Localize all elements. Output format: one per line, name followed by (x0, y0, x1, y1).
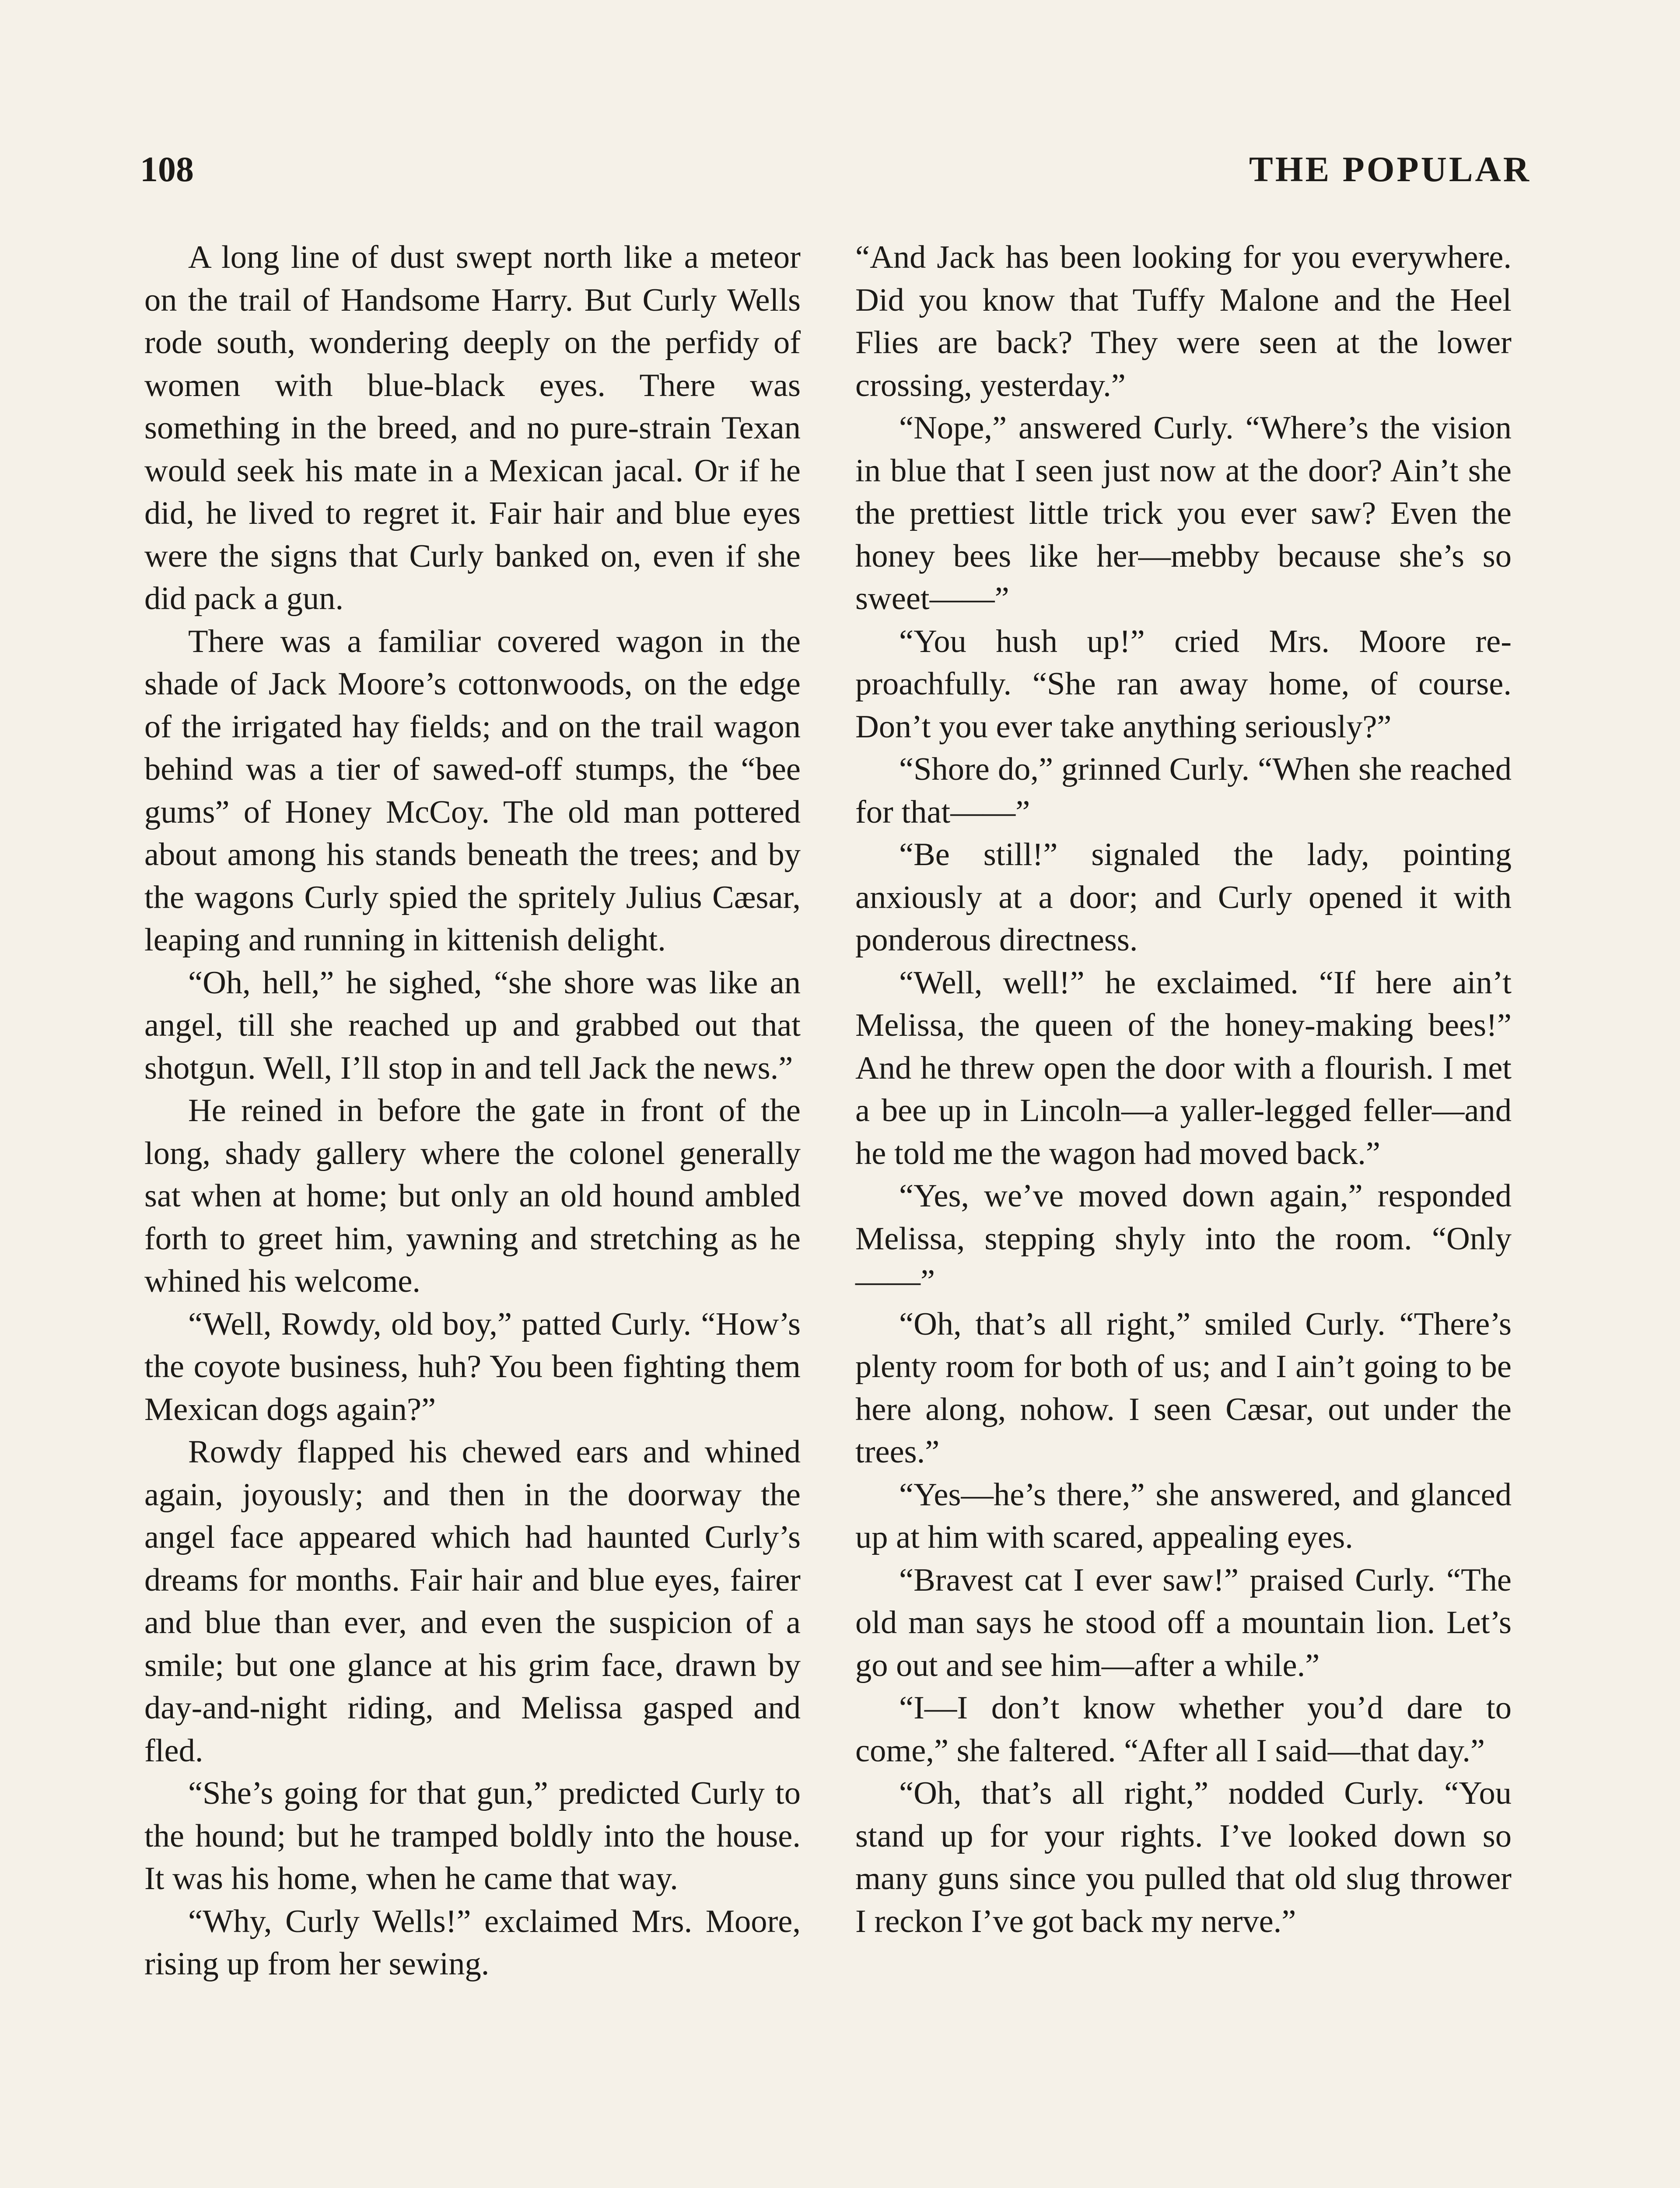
paragraph: “Oh, hell,” he sighed, “she shore was like an angel, till she reached up and grabbed out that shotgun. Well, I’ll stop in and tell Jack the news.” (144, 964, 801, 1086)
text-column-right (855, 236, 1512, 1943)
paragraph: “Well, well!” he exclaimed. “If here ain’t Melissa, the queen of the honey-making bees!” And he threw open the door with a flourish. I met a bee up in Lincoln—a yaller-legged feller—and he told me the wagon had moved back.” (855, 964, 1512, 1171)
paragraph: Rowdy flapped his chewed ears and whined again, joyously; and then in the doorway the angel face appeared which had haunted Curly’s dreams for months. Fair hair and blue eyes, fairer and blue than ever, and even the suspicion of a smile; but one glance at his grim face, drawn by day-and-night riding, and Melissa gasped and fled. (144, 1434, 801, 1769)
page-header (140, 149, 1531, 197)
text-column-left (144, 236, 801, 1986)
paragraph: “Why, Curly Wells!” exclaimed Mrs. Moore, rising up from her sewing. (144, 1903, 801, 1982)
paragraph: “And Jack has been looking for you everywhere. Did you know that Tuffy Malone and the Heel Flies are back? They were seen at the lower crossing, yesterday.” (855, 239, 1512, 403)
paragraph: “Oh, that’s all right,” nodded Curly. “You stand up for your rights. I’ve looked down so many guns since you pulled that old slug thrower I reckon I’ve got back my nerve.” (855, 1775, 1512, 1939)
magazine-title: THE POPULAR (1249, 149, 1531, 189)
paragraph: A long line of dust swept north like a meteor on the trail of Handsome Harry. But Curly Wells rode south, wondering deeply on the perfidy of women with blue-black eyes. There was something in the breed, and no pure-strain Texan would seek his mate in a Mexican jacal. Or if he did, he lived to regret it. Fair hair and blue eyes were the signs that Curly banked on, even if she did pack a gun. (144, 239, 801, 617)
paragraph: “She’s going for that gun,” predicted Curly to the hound; but he tramped boldly into the house. It was his home, when he came that way. (144, 1775, 801, 1897)
paragraph: “Well, Rowdy, old boy,” patted Curly. “How’s the coyote business, huh? You been fighting them Mexican dogs again?” (144, 1306, 801, 1427)
paragraph: “Nope,” answered Curly. “Where’s the vision in blue that I seen just now at the door? Ain’t she the prettiest little trick you ever saw? Even the honey bees like her—mebby because she’s so sweet——” (855, 410, 1512, 617)
paragraph: “I—I don’t know whether you’d dare to come,” she faltered. “After all I said—that day.” (855, 1690, 1512, 1769)
paragraph: “Shore do,” grinned Curly. “When she reached for that——” (855, 751, 1512, 830)
paragraph: “Yes—he’s there,” she answered, and glanced up at him with scared, appealing eyes. (855, 1476, 1512, 1555)
paragraph: There was a familiar covered wagon in the shade of Jack Moore’s cottonwoods, on the edge of the irrigated hay fields; and on the trail wagon behind was a tier of sawed-off stumps, the “bee gums” of Honey McCoy. The old man pottered about among his stands beneath the trees; and by the wagons Curly spied the spritely Julius Cæsar, leaping and running in kittenish delight. (144, 623, 801, 958)
paragraph: “Bravest cat I ever saw!” praised Curly. “The old man says he stood off a mountain lion. Let’s go out and see him—after a while.” (855, 1562, 1512, 1683)
paragraph: “Yes, we’ve moved down again,” responded Melissa, stepping shyly into the room. “Only——” (855, 1178, 1512, 1299)
page-number: 108 (140, 149, 194, 189)
paragraph: “Oh, that’s all right,” smiled Curly. “There’s plenty room for both of us; and I ain’t going to be here along, nohow. I seen Cæsar, out under the trees.” (855, 1306, 1512, 1470)
paragraph: “Be still!” signaled the lady, pointing anxiously at a door; and Curly opened it with ponderous directness. (855, 837, 1512, 958)
paragraph: “You hush up!” cried Mrs. Moore reproachfully. “She ran away home, of course. Don’t you ever take anything seriously?” (855, 623, 1512, 745)
paragraph: He reined in before the gate in front of the long, shady gallery where the colonel generally sat when at home; but only an old hound ambled forth to greet him, yawning and stretching as he whined his welcome. (144, 1093, 801, 1299)
